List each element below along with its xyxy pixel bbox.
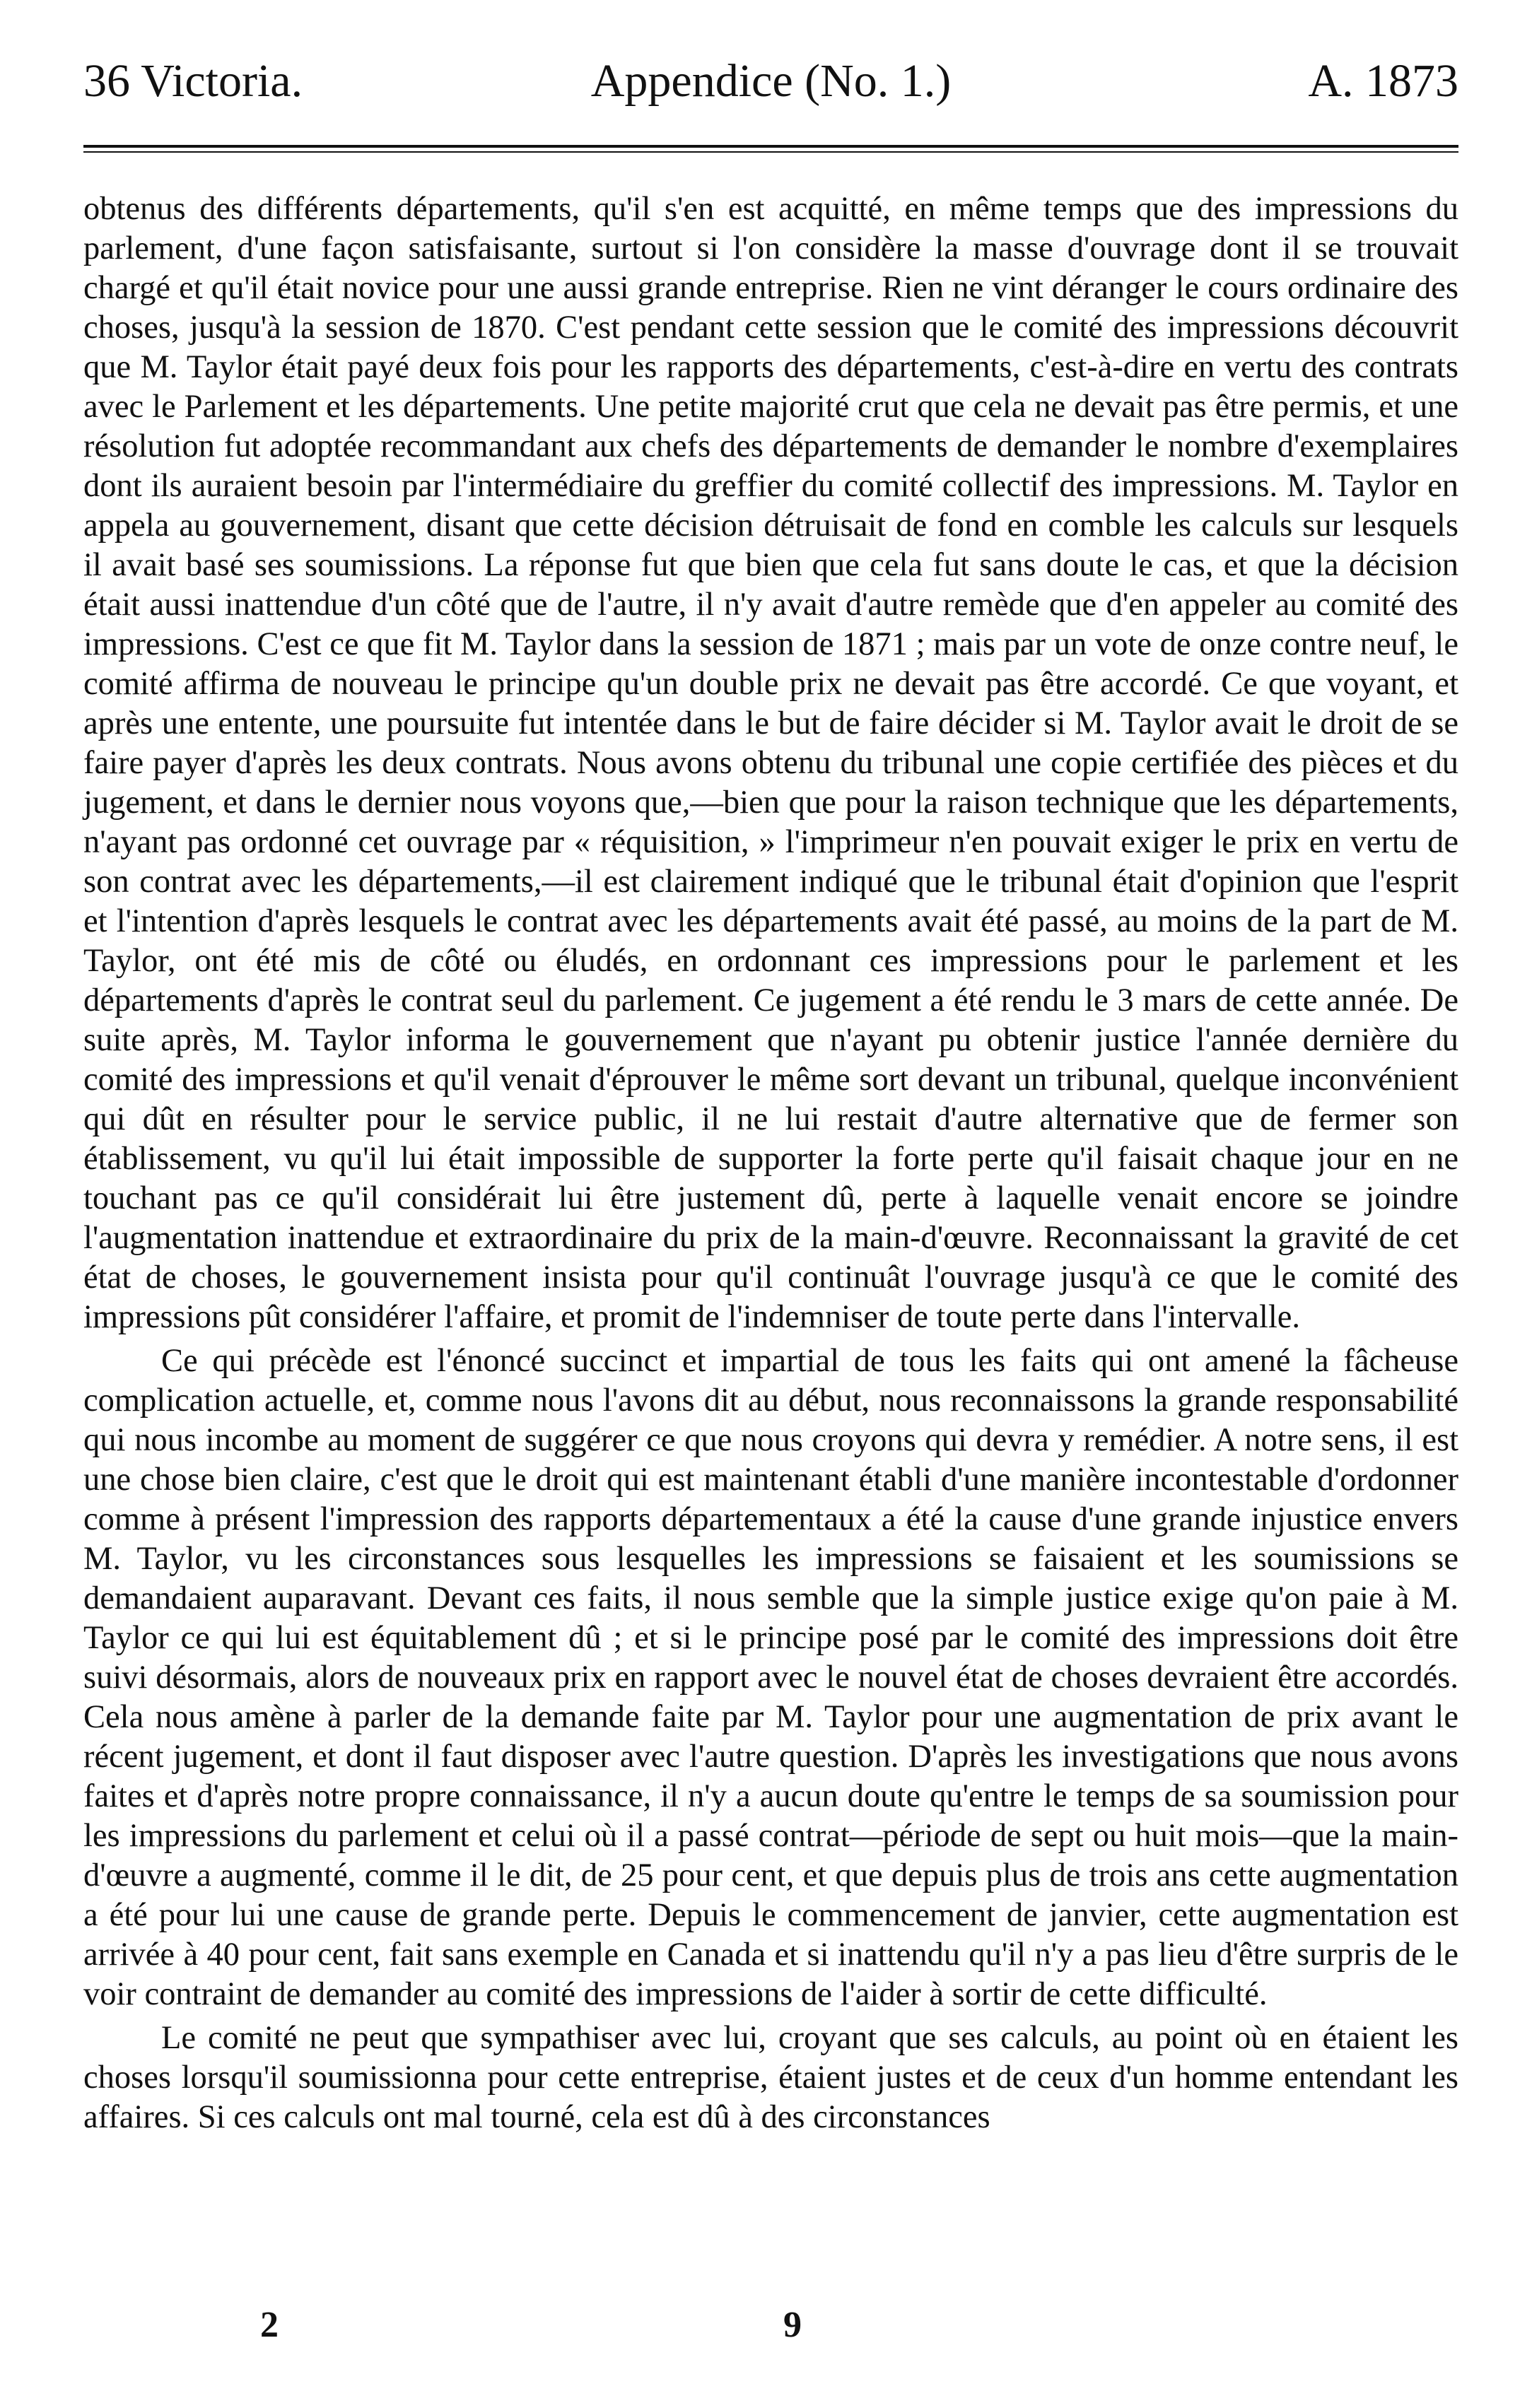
paragraph-2: Ce qui précède est l'énoncé succinct et impartial de tous les faits qui ont amené la fâcheuse complication actuelle, et, comme nous l'avons dit au début, nous reconnaissons la grande responsabilité qui nous incombe au moment de suggérer ce que nous croyons qui devra y remédier. A notre sens, il est une chose bien claire, c'est que le droit qui est maintenant établi d'une manière incontestable d'ordonner comme à présent l'impression des rapports départementaux a été la cause d'une grande injustice envers M. Taylor, vu les circonstances sous lesquelles les impressions se faisaient et les soumissions se demandaient auparavant. Devant ces faits, il nous semble que la simple justice exige qu'on paie à M. Taylor ce qui lui est équitablement dû ; et si le principe posé par le comité des impressions doit être suivi désormais, alors de nouveaux prix en rapport avec le nouvel état de choses devraient être accordés. Cela nous amène à parler de la demande faite par M. Taylor pour une augmentation de prix avant le récent jugement, et dont il faut disposer avec l'autre question. D'après les investigations que nous avons faites et d'après notre propre connaissance, il n'y a aucun doute qu'entre le temps de sa soumission pour les impressions du parlement et celui où il a passé contrat—période de sept ou huit mois—que la main-d'œuvre a augmenté, comme il le dit, de 25 pour cent, et que depuis plus de trois ans cette augmentation a été pour lui une cause de grande perte. Depuis le commencement de janvier, cette augmentation est arrivée à 40 pour cent, fait sans exemple en Canada et si inattendu qu'il n'y a pas lieu d'être surpris de le voir contraint de demander au comité des impressions de l'aider à sortir de cette difficulté. bbox=[83, 1343, 1458, 2012]
header-year: A. 1873 bbox=[1308, 55, 1458, 107]
body-text bbox=[83, 189, 1458, 2137]
header-appendix-title: Appendice (No. 1.) bbox=[590, 55, 952, 107]
page-footer bbox=[83, 2301, 1458, 2350]
paragraph-1: obtenus des différents départements, qu'il s'en est acquitté, en même temps que des impressions du parlement, d'une façon satisfaisante, surtout si l'on considère la masse d'ouvrage dont il se trouvait chargé et qu'il était novice pour une aussi grande entreprise. Rien ne vint déranger le cours ordinaire des choses, jusqu'à la session de 1870. C'est pendant cette session que le comité des impressions découvrit que M. Taylor était payé deux fois pour les rapports des départements, c'est-à-dire en vertu des contrats avec le Parlement et les départements. Une petite majorité crut que cela ne devait pas être permis, et une résolution fut adoptée recommandant aux chefs des départements de demander le nombre d'exemplaires dont ils auraient besoin par l'intermédiaire du greffier du comité collectif des impressions. M. Taylor en appela au gouvernement, disant que cette décision détruisait de fond en comble les calculs sur lesquels il avait basé ses soumissions. La réponse fut que bien que cela fut sans doute le cas, et que la décision était aussi inattendue d'un côté que de l'autre, il n'y avait d'autre remède que d'en appeler au comité des impressions. C'est ce que fit M. Taylor dans la session de 1871 ; mais par un vote de onze contre neuf, le comité affirma de nouveau le principe qu'un double prix ne devait pas être accordé. Ce que voyant, et après une entente, une poursuite fut intentée dans le but de faire décider si M. Taylor avait le droit de se faire payer d'après les deux contrats. Nous avons obtenu du tribunal une copie certifiée des pièces et du jugement, et dans le dernier nous voyons que,—bien que pour la raison technique que les départements, n'ayant pas ordonné cet ouvrage par « réquisition, » l'imprimeur n'en pouvait exiger le prix en vertu de son contrat avec les départements,—il est clairement indiqué que le tribunal était d'opinion que l'esprit et l'intention d'après lesquels le contrat avec les départements avait été passé, au moins de la part de M. Taylor, ont été mis de côté ou éludés, en ordonnant ces impressions pour le parlement et les départements d'après le contrat seul du parlement. Ce jugement a été rendu le 3 mars de cette année. De suite après, M. Taylor informa le gouvernement que n'ayant pu obtenir justice l'année dernière du comité des impressions et qu'il venait d'éprouver le même sort devant un tribunal, quelque inconvénient qui dût en résulter pour le service public, il ne lui restait d'autre alternative que de fermer son établissement, vu qu'il lui était impossible de supporter la forte perte qu'il faisait chaque jour en ne touchant pas ce qu'il considérait lui être justement dû, perte à laquelle venait encore se joindre l'augmentation inattendue et extraordinaire du prix de la main-d'œuvre. Reconnaissant la gravité de cet état de choses, le gouvernement insista pour qu'il continuât l'ouvrage jusqu'à ce que le comité des impressions pût considérer l'affaire, et promit de l'indemniser de toute perte dans l'intervalle. bbox=[83, 191, 1458, 1335]
page-number: 9 bbox=[783, 2305, 802, 2345]
paragraph-3: Le comité ne peut que sympathiser avec lui, croyant que ses calculs, au point où en étaient les choses lorsqu'il soumissionna pour cette entreprise, étaient justes et de ceux d'un homme entendant les affaires. Si ces calculs ont mal tourné, cela est dû à des circonstances bbox=[83, 2020, 1458, 2135]
header-session: 36 Victoria. bbox=[83, 55, 303, 107]
signature-mark: 2 bbox=[260, 2305, 279, 2345]
running-head bbox=[83, 49, 1458, 113]
header-rule-thin bbox=[83, 151, 1458, 153]
header-rule-thick bbox=[83, 145, 1458, 148]
